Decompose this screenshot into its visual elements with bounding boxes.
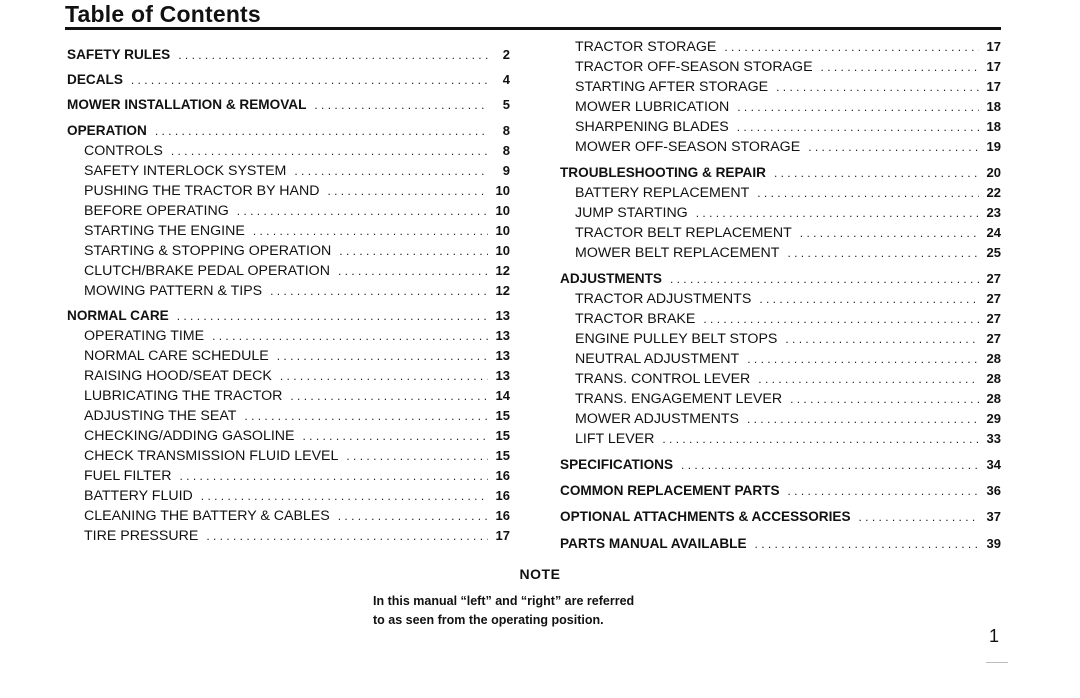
toc-entry-page-number: 5	[502, 97, 510, 112]
dot-leader	[859, 508, 979, 526]
toc-entry-label: CLUTCH/BRAKE PEDAL OPERATION	[84, 263, 330, 279]
dot-leader	[703, 310, 979, 328]
toc-subsection-entry[interactable]	[560, 184, 1001, 202]
dot-leader	[178, 46, 488, 64]
page-number: 1	[989, 626, 1000, 646]
toc-entry-label: OPTIONAL ATTACHMENTS & ACCESSORIES	[560, 509, 851, 524]
note-text	[373, 592, 733, 630]
toc-subsection-entry[interactable]	[67, 327, 510, 345]
toc-entry-label: RAISING HOOD/SEAT DECK	[84, 368, 272, 384]
toc-subsection-entry[interactable]	[67, 487, 510, 505]
dot-leader	[785, 330, 979, 348]
dot-leader	[155, 122, 488, 140]
dot-leader	[244, 407, 488, 425]
toc-section-entry[interactable]	[560, 456, 1001, 474]
toc-entry-label: MOWER ADJUSTMENTS	[575, 411, 739, 427]
toc-subsection-entry[interactable]	[560, 138, 1001, 156]
dot-leader	[201, 487, 488, 505]
toc-subsection-entry[interactable]	[560, 118, 1001, 136]
toc-entry-page-number: 17	[986, 59, 1001, 74]
toc-entry-label: MOWER LUBRICATION	[575, 99, 730, 115]
toc-section-entry[interactable]	[67, 307, 510, 325]
dot-leader	[737, 118, 979, 136]
toc-entry-page-number: 27	[986, 311, 1001, 326]
toc-entry-page-number: 13	[495, 328, 510, 343]
toc-subsection-entry[interactable]	[67, 507, 510, 525]
dot-leader	[747, 350, 979, 368]
toc-entry-page-number: 13	[495, 368, 510, 383]
toc-entry-label: LUBRICATING THE TRACTOR	[84, 388, 283, 404]
dot-leader	[724, 38, 979, 56]
dot-leader	[280, 367, 488, 385]
toc-entry-label: TRACTOR BRAKE	[575, 311, 696, 327]
note-line-2: to as seen from the operating position.	[373, 613, 604, 627]
toc-entry-label: STARTING & STOPPING OPERATION	[84, 243, 332, 259]
toc-entry-label: STARTING THE ENGINE	[84, 223, 245, 239]
dot-leader	[790, 390, 979, 408]
toc-entry-label: OPERATING TIME	[84, 328, 205, 344]
toc-entry-page-number: 28	[986, 391, 1001, 406]
toc-subsection-entry[interactable]	[67, 407, 510, 425]
toc-entry-page-number: 17	[986, 39, 1001, 54]
toc-entry-page-number: 28	[986, 351, 1001, 366]
toc-entry-page-number: 24	[986, 225, 1001, 240]
toc-entry-page-number: 10	[495, 223, 510, 238]
toc-entry-page-number: 27	[986, 291, 1001, 306]
toc-entry-page-number: 39	[986, 536, 1001, 551]
dot-leader	[755, 535, 979, 553]
toc-section-entry[interactable]	[560, 482, 1001, 500]
dot-leader	[131, 71, 488, 89]
dot-leader	[757, 184, 979, 202]
toc-entry-label: BATTERY FLUID	[84, 488, 193, 504]
toc-entry-label: TRANS. CONTROL LEVER	[575, 371, 751, 387]
toc-entry-label: NORMAL CARE SCHEDULE	[84, 348, 269, 364]
toc-entry-label: SAFETY INTERLOCK SYSTEM	[84, 163, 287, 179]
toc-entry-page-number: 9	[502, 163, 510, 178]
toc-subsection-entry[interactable]	[560, 350, 1001, 368]
toc-entry-page-number: 16	[495, 488, 510, 503]
toc-entry-page-number: 37	[986, 509, 1001, 524]
dot-leader	[338, 262, 488, 280]
toc-section-entry[interactable]	[560, 535, 1001, 553]
dot-leader	[821, 58, 979, 76]
toc-entry-label: CHECKING/ADDING GASOLINE	[84, 428, 295, 444]
dot-leader	[346, 447, 488, 465]
toc-entry-page-number: 27	[986, 271, 1001, 286]
dot-leader	[253, 222, 488, 240]
dot-leader	[294, 162, 488, 180]
dot-leader	[277, 347, 488, 365]
toc-entry-label: NORMAL CARE	[67, 308, 169, 323]
toc-entry-label: ADJUSTMENTS	[560, 271, 662, 286]
dot-leader	[180, 467, 489, 485]
toc-entry-label: TRACTOR OFF-SEASON STORAGE	[575, 59, 813, 75]
toc-entry-page-number: 12	[495, 263, 510, 278]
toc-subsection-entry[interactable]	[67, 182, 510, 200]
dot-leader	[787, 244, 979, 262]
toc-entry-page-number: 15	[495, 428, 510, 443]
dot-leader	[737, 98, 979, 116]
toc-subsection-entry[interactable]	[67, 222, 510, 240]
toc-entry-page-number: 28	[986, 371, 1001, 386]
dot-leader	[237, 202, 488, 220]
toc-entry-label: MOWER INSTALLATION & REMOVAL	[67, 97, 307, 112]
toc-section-entry[interactable]	[67, 122, 510, 140]
toc-entry-page-number: 34	[986, 457, 1001, 472]
toc-subsection-entry[interactable]	[67, 142, 510, 160]
toc-entry-label: ADJUSTING THE SEAT	[84, 408, 237, 424]
dot-leader	[696, 204, 979, 222]
dot-leader	[314, 96, 488, 114]
toc-entry-label: MOWER BELT REPLACEMENT	[575, 245, 780, 261]
toc-entry-page-number: 36	[986, 483, 1001, 498]
toc-entry-page-number: 15	[495, 408, 510, 423]
dot-leader	[206, 527, 488, 545]
toc-entry-page-number: 17	[495, 528, 510, 543]
toc-subsection-entry[interactable]	[560, 370, 1001, 388]
toc-subsection-entry[interactable]	[560, 430, 1001, 448]
toc-subsection-entry[interactable]	[67, 347, 510, 365]
dot-leader	[758, 370, 979, 388]
toc-entry-label: NEUTRAL ADJUSTMENT	[575, 351, 740, 367]
toc-entry-label: STARTING AFTER STORAGE	[575, 79, 769, 95]
toc-subsection-entry[interactable]	[560, 38, 1001, 56]
dot-leader	[171, 142, 488, 160]
toc-entry-page-number: 10	[495, 243, 510, 258]
toc-subsection-entry[interactable]	[560, 78, 1001, 96]
toc-subsection-entry[interactable]	[67, 262, 510, 280]
toc-entry-page-number: 19	[986, 139, 1001, 154]
toc-subsection-entry[interactable]	[67, 387, 510, 405]
toc-subsection-entry[interactable]	[67, 527, 510, 545]
toc-subsection-entry[interactable]	[67, 447, 510, 465]
dot-leader	[808, 138, 979, 156]
toc-entry-page-number: 13	[495, 308, 510, 323]
toc-entry-label: OPERATION	[67, 123, 147, 138]
toc-entry-label: SPECIFICATIONS	[560, 457, 674, 472]
dot-leader	[662, 430, 979, 448]
toc-subsection-entry[interactable]	[560, 58, 1001, 76]
toc-entry-page-number: 18	[986, 119, 1001, 134]
toc-entry-label: COMMON REPLACEMENT PARTS	[560, 483, 780, 498]
toc-entry-label: DECALS	[67, 72, 123, 87]
toc-entry-label: FUEL FILTER	[84, 468, 172, 484]
toc-entry-label: TRACTOR STORAGE	[575, 39, 717, 55]
toc-section-entry[interactable]	[560, 164, 1001, 182]
toc-entry-page-number: 2	[502, 47, 510, 62]
dot-leader	[339, 242, 488, 260]
toc-section-entry[interactable]	[67, 71, 510, 89]
toc-section-entry[interactable]	[560, 270, 1001, 288]
toc-entry-page-number: 8	[502, 143, 510, 158]
toc-entry-page-number: 10	[495, 183, 510, 198]
dot-leader	[747, 410, 979, 428]
toc-entry-label: TIRE PRESSURE	[84, 528, 199, 544]
toc-entry-label: MOWING PATTERN & TIPS	[84, 283, 263, 299]
toc-entry-label: SAFETY RULES	[67, 47, 171, 62]
toc-entry-label: ENGINE PULLEY BELT STOPS	[575, 331, 778, 347]
toc-entry-label: JUMP STARTING	[575, 205, 688, 221]
dot-leader	[788, 482, 979, 500]
toc-entry-label: BATTERY REPLACEMENT	[575, 185, 750, 201]
toc-entry-label: BEFORE OPERATING	[84, 203, 229, 219]
toc-entry-label: SHARPENING BLADES	[575, 119, 729, 135]
toc-subsection-entry[interactable]	[67, 282, 510, 300]
toc-entry-page-number: 14	[495, 388, 510, 403]
toc-section-entry[interactable]	[67, 46, 510, 64]
toc-subsection-entry[interactable]	[560, 410, 1001, 428]
toc-subsection-entry[interactable]	[67, 242, 510, 260]
toc-entry-page-number: 13	[495, 348, 510, 363]
toc-entry-label: TRANS. ENGAGEMENT LEVER	[575, 391, 783, 407]
toc-subsection-entry[interactable]	[560, 204, 1001, 222]
toc-subsection-entry[interactable]	[560, 244, 1001, 262]
toc-entry-label: TROUBLESHOOTING & REPAIR	[560, 165, 766, 180]
note-heading: NOTE	[519, 566, 561, 582]
toc-entry-label: PARTS MANUAL AVAILABLE	[560, 536, 747, 551]
toc-entry-page-number: 22	[986, 185, 1001, 200]
toc-entry-page-number: 25	[986, 245, 1001, 260]
toc-entry-page-number: 15	[495, 448, 510, 463]
toc-entry-page-number: 12	[495, 283, 510, 298]
toc-subsection-entry[interactable]	[560, 98, 1001, 116]
toc-entry-label: PUSHING THE TRACTOR BY HAND	[84, 183, 320, 199]
toc-section-entry[interactable]	[67, 96, 510, 114]
toc-subsection-entry[interactable]	[67, 162, 510, 180]
toc-subsection-entry[interactable]	[67, 367, 510, 385]
dot-leader	[270, 282, 488, 300]
toc-subsection-entry[interactable]	[67, 427, 510, 445]
toc-entry-label: CHECK TRANSMISSION FLUID LEVEL	[84, 448, 339, 464]
toc-entry-label: TRACTOR BELT REPLACEMENT	[575, 225, 792, 241]
toc-entry-page-number: 18	[986, 99, 1001, 114]
toc-entry-page-number: 23	[986, 205, 1001, 220]
toc-entry-label: LIFT LEVER	[575, 431, 655, 447]
dot-leader	[774, 164, 979, 182]
toc-entry-label: TRACTOR ADJUSTMENTS	[575, 291, 752, 307]
toc-entry-label: CLEANING THE BATTERY & CABLES	[84, 508, 330, 524]
toc-subsection-entry[interactable]	[560, 330, 1001, 348]
toc-subsection-entry[interactable]	[560, 390, 1001, 408]
dot-leader	[759, 290, 979, 308]
dot-leader	[681, 456, 979, 474]
page-mark	[986, 662, 1008, 663]
toc-entry-page-number: 17	[986, 79, 1001, 94]
dot-leader	[670, 270, 979, 288]
dot-leader	[177, 307, 488, 325]
toc-entry-page-number: 4	[502, 72, 510, 87]
toc-subsection-entry[interactable]	[67, 202, 510, 220]
toc-entry-label: MOWER OFF-SEASON STORAGE	[575, 139, 801, 155]
toc-entry-page-number: 16	[495, 468, 510, 483]
dot-leader	[338, 507, 488, 525]
page-title: Table of Contents	[65, 1, 261, 27]
toc-section-entry[interactable]	[560, 508, 1001, 526]
toc-entry-page-number: 16	[495, 508, 510, 523]
dot-leader	[212, 327, 488, 345]
toc-subsection-entry[interactable]	[67, 467, 510, 485]
toc-entry-page-number: 29	[986, 411, 1001, 426]
toc-entry-page-number: 27	[986, 331, 1001, 346]
title-rule	[65, 27, 1001, 30]
dot-leader	[290, 387, 488, 405]
dot-leader	[303, 427, 489, 445]
note-line-1: In this manual “left” and “right” are referred	[373, 594, 635, 608]
toc-entry-page-number: 10	[495, 203, 510, 218]
dot-leader	[800, 224, 979, 242]
dot-leader	[776, 78, 979, 96]
toc-entry-page-number: 33	[986, 431, 1001, 446]
toc-subsection-entry[interactable]	[560, 224, 1001, 242]
toc-subsection-entry[interactable]	[560, 290, 1001, 308]
toc-entry-label: CONTROLS	[84, 143, 163, 159]
dot-leader	[327, 182, 488, 200]
toc-subsection-entry[interactable]	[560, 310, 1001, 328]
toc-entry-page-number: 20	[986, 165, 1001, 180]
toc-entry-page-number: 8	[502, 123, 510, 138]
